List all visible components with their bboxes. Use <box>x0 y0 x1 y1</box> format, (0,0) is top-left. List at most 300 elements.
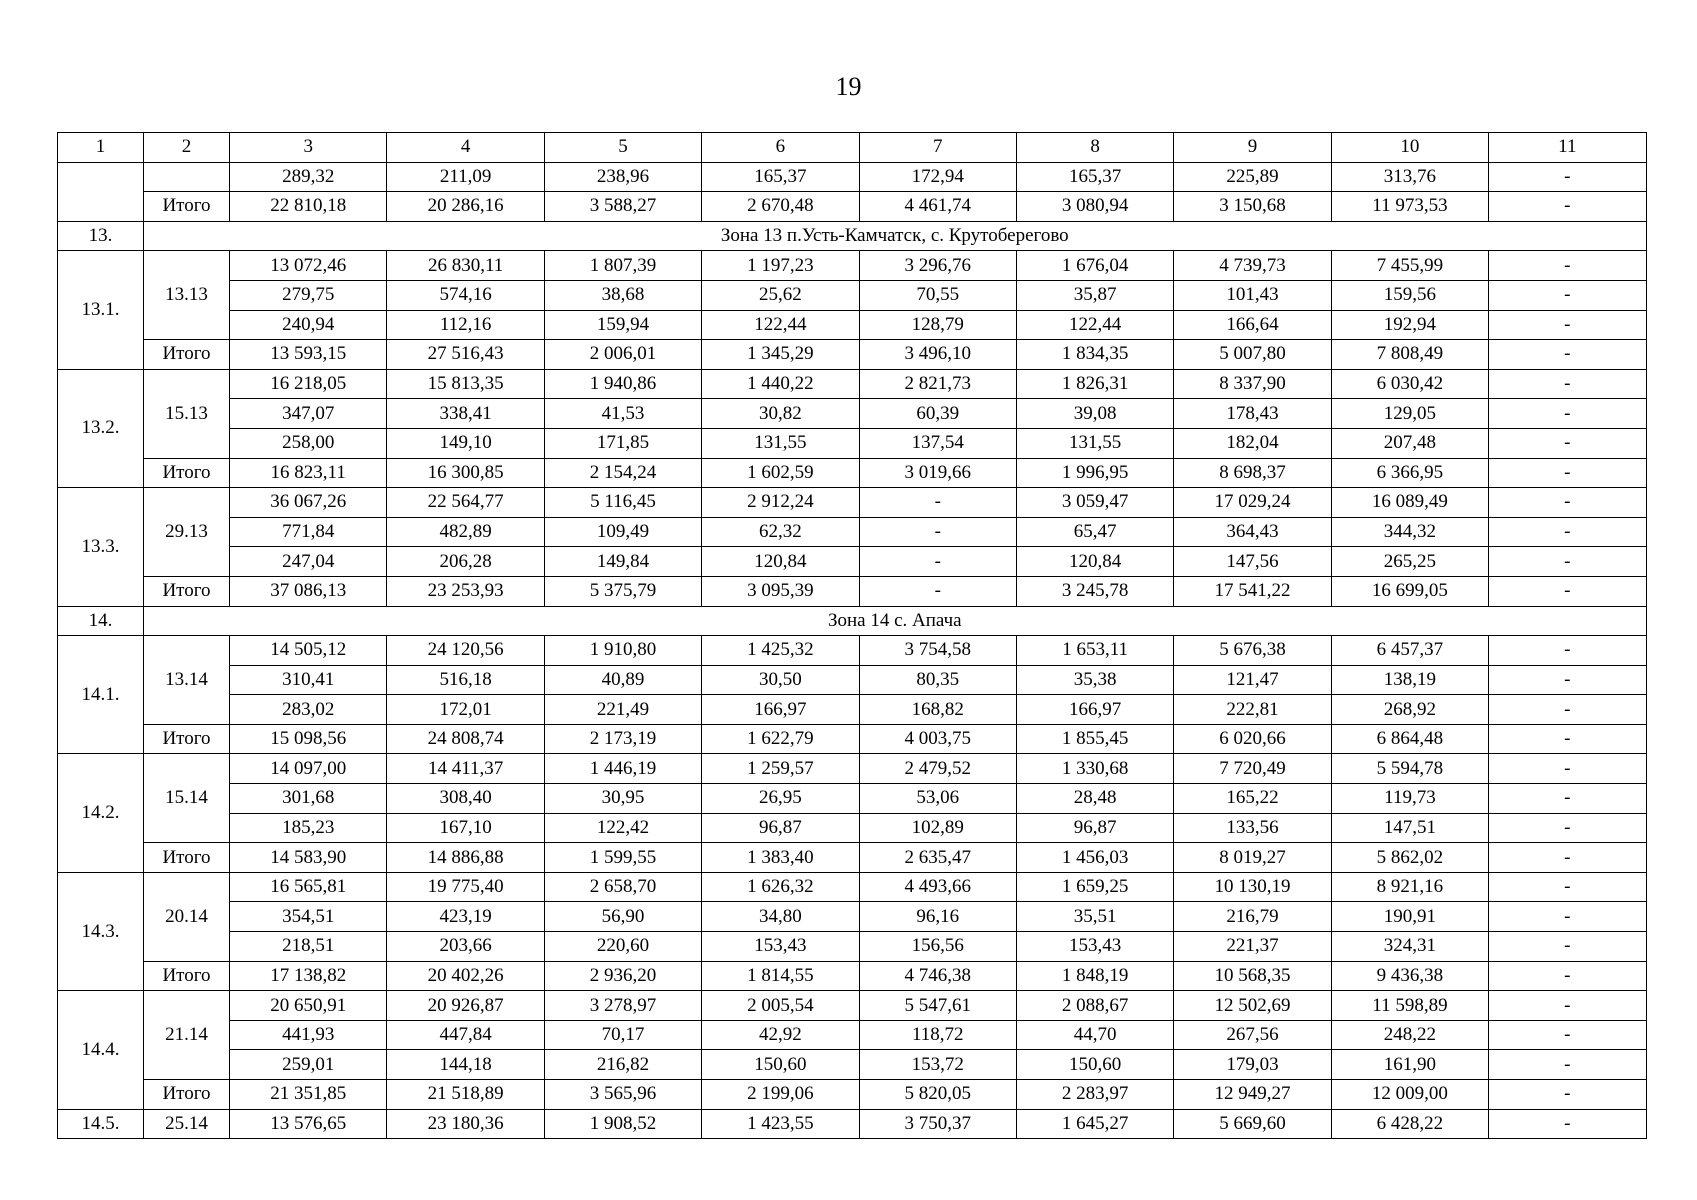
value-col-10: 7 455,99 <box>1331 251 1488 281</box>
value-col-10: 344,32 <box>1331 517 1488 547</box>
table-row <box>58 932 1647 962</box>
total-value-col-10: 6 864,48 <box>1331 724 1488 754</box>
total-value-col-4: 27 516,43 <box>387 340 544 370</box>
value-col-11: - <box>1489 665 1646 695</box>
value-col-10: 265,25 <box>1331 547 1488 577</box>
total-value-col-3: 21 351,85 <box>230 1080 387 1110</box>
value-col-4: 206,28 <box>387 547 544 577</box>
table-row <box>58 1050 1647 1080</box>
total-value-col-10: 6 366,95 <box>1331 458 1488 488</box>
value-col-6: 1 425,32 <box>702 636 859 666</box>
table-row <box>58 665 1647 695</box>
tariff-table-body <box>58 133 1647 1139</box>
value-col-8: 150,60 <box>1016 1050 1173 1080</box>
value-col-4: 24 120,56 <box>387 636 544 666</box>
value-col-10: 192,94 <box>1331 310 1488 340</box>
tariff-code: 15.13 <box>144 369 230 458</box>
value-col-11: - <box>1489 991 1646 1021</box>
total-value-col-5: 2 006,01 <box>544 340 701 370</box>
total-value-col-4: 20 402,26 <box>387 961 544 991</box>
value-col-9: 166,64 <box>1174 310 1331 340</box>
value-col-9: 182,04 <box>1174 428 1331 458</box>
value-col-10: 313,76 <box>1331 162 1488 192</box>
value-col-8: 35,87 <box>1016 280 1173 310</box>
value-col-5: 30,95 <box>544 784 701 814</box>
table-row <box>58 991 1647 1021</box>
total-row <box>58 724 1647 754</box>
value-col-9: 10 130,19 <box>1174 872 1331 902</box>
value-col-7: 4 461,74 <box>859 192 1016 222</box>
total-row <box>58 458 1647 488</box>
total-value-col-7: - <box>859 576 1016 606</box>
value-col-4: 308,40 <box>387 784 544 814</box>
value-col-8: 153,43 <box>1016 932 1173 962</box>
value-col-10: 8 921,16 <box>1331 872 1488 902</box>
value-col-4: 14 411,37 <box>387 754 544 784</box>
value-col-6: 25,62 <box>702 280 859 310</box>
value-col-5: 38,68 <box>544 280 701 310</box>
total-row <box>58 961 1647 991</box>
value-col-8: 35,51 <box>1016 902 1173 932</box>
value-col-8: 28,48 <box>1016 784 1173 814</box>
value-col-9: 178,43 <box>1174 399 1331 429</box>
value-col-4: 172,01 <box>387 695 544 725</box>
column-number-3: 3 <box>230 133 387 163</box>
total-value-col-7: 4 746,38 <box>859 961 1016 991</box>
value-col-5: 5 116,45 <box>544 488 701 518</box>
table-row <box>58 695 1647 725</box>
value-col-9: 222,81 <box>1174 695 1331 725</box>
item-number: 13.3. <box>58 488 144 606</box>
total-value-col-6: 1 814,55 <box>702 961 859 991</box>
total-value-col-5: 2 154,24 <box>544 458 701 488</box>
value-col-3: 441,93 <box>230 1020 387 1050</box>
value-col-4: 144,18 <box>387 1050 544 1080</box>
tariff-code: 15.14 <box>144 754 230 843</box>
value-col-7: 53,06 <box>859 784 1016 814</box>
total-value-col-6: 1 602,59 <box>702 458 859 488</box>
value-col-6: 62,32 <box>702 517 859 547</box>
zone-number: 14. <box>58 606 144 636</box>
value-col-6: 34,80 <box>702 902 859 932</box>
total-value-col-8: 1 848,19 <box>1016 961 1173 991</box>
value-col-10: 159,56 <box>1331 280 1488 310</box>
value-col-11: - <box>1489 1050 1646 1080</box>
value-col-4: 516,18 <box>387 665 544 695</box>
value-col-5: 109,49 <box>544 517 701 547</box>
value-col-5: 1 940,86 <box>544 369 701 399</box>
tariff-code: 29.13 <box>144 488 230 577</box>
value-col-3: 240,94 <box>230 310 387 340</box>
value-col-3: 14 505,12 <box>230 636 387 666</box>
total-value-col-7: 5 820,05 <box>859 1080 1016 1110</box>
value-col-4: 423,19 <box>387 902 544 932</box>
value-col-8: 1 645,27 <box>1016 1109 1173 1139</box>
value-col-8: 122,44 <box>1016 310 1173 340</box>
value-col-6: 1 423,55 <box>702 1109 859 1139</box>
value-col-4: 112,16 <box>387 310 544 340</box>
value-col-8: 65,47 <box>1016 517 1173 547</box>
value-col-4: 23 180,36 <box>387 1109 544 1139</box>
total-value-col-6: 1 345,29 <box>702 340 859 370</box>
value-col-6: 42,92 <box>702 1020 859 1050</box>
value-col-3: 14 097,00 <box>230 754 387 784</box>
value-col-10: 190,91 <box>1331 902 1488 932</box>
value-col-4: 482,89 <box>387 517 544 547</box>
total-value-col-8: 2 283,97 <box>1016 1080 1173 1110</box>
value-col-7: 70,55 <box>859 280 1016 310</box>
table-row <box>58 192 1647 222</box>
total-value-col-7: 4 003,75 <box>859 724 1016 754</box>
total-value-col-4: 24 808,74 <box>387 724 544 754</box>
total-value-col-11: - <box>1489 724 1646 754</box>
total-value-col-10: 9 436,38 <box>1331 961 1488 991</box>
value-col-5: 216,82 <box>544 1050 701 1080</box>
total-value-col-3: 15 098,56 <box>230 724 387 754</box>
value-col-5: 70,17 <box>544 1020 701 1050</box>
total-value-col-10: 5 862,02 <box>1331 843 1488 873</box>
value-col-11: - <box>1489 488 1646 518</box>
value-col-4: 167,10 <box>387 813 544 843</box>
total-label: Итого <box>144 961 230 991</box>
value-col-4: 26 830,11 <box>387 251 544 281</box>
value-col-3: 16 565,81 <box>230 872 387 902</box>
value-col-8: 96,87 <box>1016 813 1173 843</box>
total-label: Итого <box>144 192 230 222</box>
value-col-10: 6 030,42 <box>1331 369 1488 399</box>
value-col-5: 238,96 <box>544 162 701 192</box>
value-col-11: - <box>1489 162 1646 192</box>
value-col-5: 3 278,97 <box>544 991 701 1021</box>
value-col-11: - <box>1489 517 1646 547</box>
value-col-7: - <box>859 488 1016 518</box>
value-col-10: 147,51 <box>1331 813 1488 843</box>
value-col-10: 138,19 <box>1331 665 1488 695</box>
value-col-6: 2 005,54 <box>702 991 859 1021</box>
value-col-8: 1 676,04 <box>1016 251 1173 281</box>
total-value-col-4: 14 886,88 <box>387 843 544 873</box>
column-number-5: 5 <box>544 133 701 163</box>
value-col-3: 36 067,26 <box>230 488 387 518</box>
value-col-10: 119,73 <box>1331 784 1488 814</box>
total-value-col-3: 37 086,13 <box>230 576 387 606</box>
value-col-7: 4 493,66 <box>859 872 1016 902</box>
total-value-col-11: - <box>1489 961 1646 991</box>
value-col-4: 203,66 <box>387 932 544 962</box>
total-label: Итого <box>144 340 230 370</box>
total-label: Итого <box>144 576 230 606</box>
total-value-col-8: 1 855,45 <box>1016 724 1173 754</box>
value-col-8: 166,97 <box>1016 695 1173 725</box>
value-col-5: 122,42 <box>544 813 701 843</box>
value-col-9: 3 150,68 <box>1174 192 1331 222</box>
value-col-9: 5 669,60 <box>1174 1109 1331 1139</box>
total-value-col-6: 2 199,06 <box>702 1080 859 1110</box>
value-col-7: 2 479,52 <box>859 754 1016 784</box>
value-col-6: 165,37 <box>702 162 859 192</box>
total-value-col-10: 16 699,05 <box>1331 576 1488 606</box>
item-number: 14.3. <box>58 872 144 990</box>
value-col-11: - <box>1489 428 1646 458</box>
value-col-3: 259,01 <box>230 1050 387 1080</box>
table-row <box>58 251 1647 281</box>
value-col-6: 30,82 <box>702 399 859 429</box>
value-col-3: 16 218,05 <box>230 369 387 399</box>
value-col-4: 574,16 <box>387 280 544 310</box>
total-value-col-5: 2 173,19 <box>544 724 701 754</box>
value-col-10: 268,92 <box>1331 695 1488 725</box>
value-col-11: - <box>1489 813 1646 843</box>
value-col-3: 347,07 <box>230 399 387 429</box>
value-col-9: 12 502,69 <box>1174 991 1331 1021</box>
value-col-5: 41,53 <box>544 399 701 429</box>
value-col-6: 1 440,22 <box>702 369 859 399</box>
value-col-5: 40,89 <box>544 665 701 695</box>
value-col-11: - <box>1489 547 1646 577</box>
empty-cell <box>58 162 144 221</box>
tariff-code: 21.14 <box>144 991 230 1080</box>
table-row <box>58 162 1647 192</box>
value-col-5: 3 588,27 <box>544 192 701 222</box>
value-col-8: 1 653,11 <box>1016 636 1173 666</box>
column-number-11: 11 <box>1489 133 1646 163</box>
value-col-11: - <box>1489 872 1646 902</box>
value-col-5: 1 910,80 <box>544 636 701 666</box>
value-col-6: 1 259,57 <box>702 754 859 784</box>
column-number-6: 6 <box>702 133 859 163</box>
value-col-6: 2 912,24 <box>702 488 859 518</box>
total-value-col-5: 5 375,79 <box>544 576 701 606</box>
value-col-5: 171,85 <box>544 428 701 458</box>
tariff-code: 20.14 <box>144 872 230 961</box>
total-value-col-11: - <box>1489 576 1646 606</box>
total-value-col-6: 1 622,79 <box>702 724 859 754</box>
value-col-6: 120,84 <box>702 547 859 577</box>
value-col-3: 279,75 <box>230 280 387 310</box>
total-value-col-3: 17 138,82 <box>230 961 387 991</box>
total-row <box>58 576 1647 606</box>
table-row <box>58 517 1647 547</box>
value-col-3: 20 650,91 <box>230 991 387 1021</box>
value-col-6: 1 626,32 <box>702 872 859 902</box>
value-col-11: - <box>1489 1109 1646 1139</box>
value-col-10: 6 457,37 <box>1331 636 1488 666</box>
total-value-col-9: 8 019,27 <box>1174 843 1331 873</box>
value-col-3: 185,23 <box>230 813 387 843</box>
value-col-11: - <box>1489 280 1646 310</box>
total-value-col-7: 2 635,47 <box>859 843 1016 873</box>
value-col-4: 20 286,16 <box>387 192 544 222</box>
tariff-table <box>57 132 1647 1139</box>
total-value-col-4: 21 518,89 <box>387 1080 544 1110</box>
empty-cell <box>144 162 230 192</box>
value-col-11: - <box>1489 310 1646 340</box>
column-number-2: 2 <box>144 133 230 163</box>
total-value-col-7: 3 496,10 <box>859 340 1016 370</box>
total-value-col-8: 1 456,03 <box>1016 843 1173 873</box>
total-value-col-9: 12 949,27 <box>1174 1080 1331 1110</box>
value-col-7: 3 296,76 <box>859 251 1016 281</box>
total-value-col-9: 6 020,66 <box>1174 724 1331 754</box>
value-col-6: 96,87 <box>702 813 859 843</box>
value-col-6: 153,43 <box>702 932 859 962</box>
value-col-11: - <box>1489 192 1646 222</box>
total-value-col-5: 2 936,20 <box>544 961 701 991</box>
value-col-11: - <box>1489 695 1646 725</box>
total-value-col-11: - <box>1489 458 1646 488</box>
item-number: 14.1. <box>58 636 144 754</box>
total-value-col-3: 14 583,90 <box>230 843 387 873</box>
total-value-col-10: 7 808,49 <box>1331 340 1488 370</box>
value-col-11: - <box>1489 754 1646 784</box>
value-col-7: 3 750,37 <box>859 1109 1016 1139</box>
value-col-7: 153,72 <box>859 1050 1016 1080</box>
value-col-3: 771,84 <box>230 517 387 547</box>
value-col-7: - <box>859 517 1016 547</box>
value-col-3: 218,51 <box>230 932 387 962</box>
table-row <box>58 813 1647 843</box>
value-col-11: - <box>1489 784 1646 814</box>
value-col-9: 225,89 <box>1174 162 1331 192</box>
value-col-5: 220,60 <box>544 932 701 962</box>
column-number-7: 7 <box>859 133 1016 163</box>
tariff-code: 25.14 <box>144 1109 230 1139</box>
value-col-7: 156,56 <box>859 932 1016 962</box>
table-row <box>58 369 1647 399</box>
value-col-8: 1 659,25 <box>1016 872 1173 902</box>
value-col-5: 149,84 <box>544 547 701 577</box>
value-col-4: 338,41 <box>387 399 544 429</box>
total-value-col-8: 3 245,78 <box>1016 576 1173 606</box>
total-row <box>58 1080 1647 1110</box>
column-number-9: 9 <box>1174 133 1331 163</box>
value-col-9: 364,43 <box>1174 517 1331 547</box>
zone-header-row <box>58 221 1647 251</box>
value-col-3: 289,32 <box>230 162 387 192</box>
value-col-5: 1 807,39 <box>544 251 701 281</box>
value-col-10: 161,90 <box>1331 1050 1488 1080</box>
value-col-7: 60,39 <box>859 399 1016 429</box>
value-col-4: 15 813,35 <box>387 369 544 399</box>
value-col-9: 221,37 <box>1174 932 1331 962</box>
value-col-4: 19 775,40 <box>387 872 544 902</box>
value-col-9: 147,56 <box>1174 547 1331 577</box>
table-row <box>58 1020 1647 1050</box>
value-col-9: 216,79 <box>1174 902 1331 932</box>
value-col-9: 17 029,24 <box>1174 488 1331 518</box>
table-row <box>58 636 1647 666</box>
total-value-col-5: 3 565,96 <box>544 1080 701 1110</box>
value-col-8: 44,70 <box>1016 1020 1173 1050</box>
value-col-11: - <box>1489 932 1646 962</box>
value-col-3: 22 810,18 <box>230 192 387 222</box>
total-row <box>58 340 1647 370</box>
table-row <box>58 310 1647 340</box>
total-value-col-3: 13 593,15 <box>230 340 387 370</box>
tariff-code: 13.13 <box>144 251 230 340</box>
value-col-7: 5 547,61 <box>859 991 1016 1021</box>
item-number: 14.4. <box>58 991 144 1109</box>
table-row <box>58 1109 1647 1139</box>
table-row <box>58 872 1647 902</box>
value-col-10: 324,31 <box>1331 932 1488 962</box>
value-col-10: 248,22 <box>1331 1020 1488 1050</box>
value-col-11: - <box>1489 1020 1646 1050</box>
tariff-code: 13.14 <box>144 636 230 725</box>
value-col-5: 1 908,52 <box>544 1109 701 1139</box>
total-value-col-6: 3 095,39 <box>702 576 859 606</box>
value-col-6: 26,95 <box>702 784 859 814</box>
value-col-6: 150,60 <box>702 1050 859 1080</box>
value-col-3: 247,04 <box>230 547 387 577</box>
value-col-8: 1 826,31 <box>1016 369 1173 399</box>
value-col-11: - <box>1489 636 1646 666</box>
value-col-8: 120,84 <box>1016 547 1173 577</box>
value-col-7: 3 754,58 <box>859 636 1016 666</box>
value-col-11: - <box>1489 251 1646 281</box>
value-col-7: 2 821,73 <box>859 369 1016 399</box>
value-col-6: 1 197,23 <box>702 251 859 281</box>
column-number-8: 8 <box>1016 133 1173 163</box>
value-col-7: 80,35 <box>859 665 1016 695</box>
total-value-col-4: 23 253,93 <box>387 576 544 606</box>
value-col-5: 2 658,70 <box>544 872 701 902</box>
table-header-row <box>58 133 1647 163</box>
table-row <box>58 754 1647 784</box>
total-value-col-6: 1 383,40 <box>702 843 859 873</box>
value-col-7: - <box>859 547 1016 577</box>
total-value-col-8: 1 996,95 <box>1016 458 1173 488</box>
column-number-10: 10 <box>1331 133 1488 163</box>
zone-title: Зона 14 с. Апача <box>144 606 1647 636</box>
value-col-4: 149,10 <box>387 428 544 458</box>
value-col-4: 211,09 <box>387 162 544 192</box>
zone-title: Зона 13 п.Усть-Камчатск, с. Крутоберегово <box>144 221 1647 251</box>
total-value-col-5: 1 599,55 <box>544 843 701 873</box>
total-value-col-9: 5 007,80 <box>1174 340 1331 370</box>
value-col-4: 20 926,87 <box>387 991 544 1021</box>
value-col-5: 221,49 <box>544 695 701 725</box>
page-number: 19 <box>835 72 862 101</box>
value-col-10: 6 428,22 <box>1331 1109 1488 1139</box>
value-col-10: 5 594,78 <box>1331 754 1488 784</box>
value-col-3: 13 576,65 <box>230 1109 387 1139</box>
value-col-7: 168,82 <box>859 695 1016 725</box>
value-col-6: 131,55 <box>702 428 859 458</box>
total-value-col-11: - <box>1489 843 1646 873</box>
total-value-col-11: - <box>1489 340 1646 370</box>
value-col-11: - <box>1489 902 1646 932</box>
total-value-col-11: - <box>1489 1080 1646 1110</box>
zone-number: 13. <box>58 221 144 251</box>
value-col-3: 283,02 <box>230 695 387 725</box>
item-number: 13.1. <box>58 251 144 369</box>
value-col-10: 11 973,53 <box>1331 192 1488 222</box>
value-col-7: 96,16 <box>859 902 1016 932</box>
value-col-11: - <box>1489 399 1646 429</box>
total-value-col-9: 10 568,35 <box>1174 961 1331 991</box>
value-col-10: 129,05 <box>1331 399 1488 429</box>
total-label: Итого <box>144 724 230 754</box>
value-col-6: 30,50 <box>702 665 859 695</box>
table-row <box>58 280 1647 310</box>
value-col-9: 179,03 <box>1174 1050 1331 1080</box>
value-col-9: 133,56 <box>1174 813 1331 843</box>
value-col-4: 22 564,77 <box>387 488 544 518</box>
total-value-col-10: 12 009,00 <box>1331 1080 1488 1110</box>
total-value-col-9: 17 541,22 <box>1174 576 1331 606</box>
value-col-7: 118,72 <box>859 1020 1016 1050</box>
